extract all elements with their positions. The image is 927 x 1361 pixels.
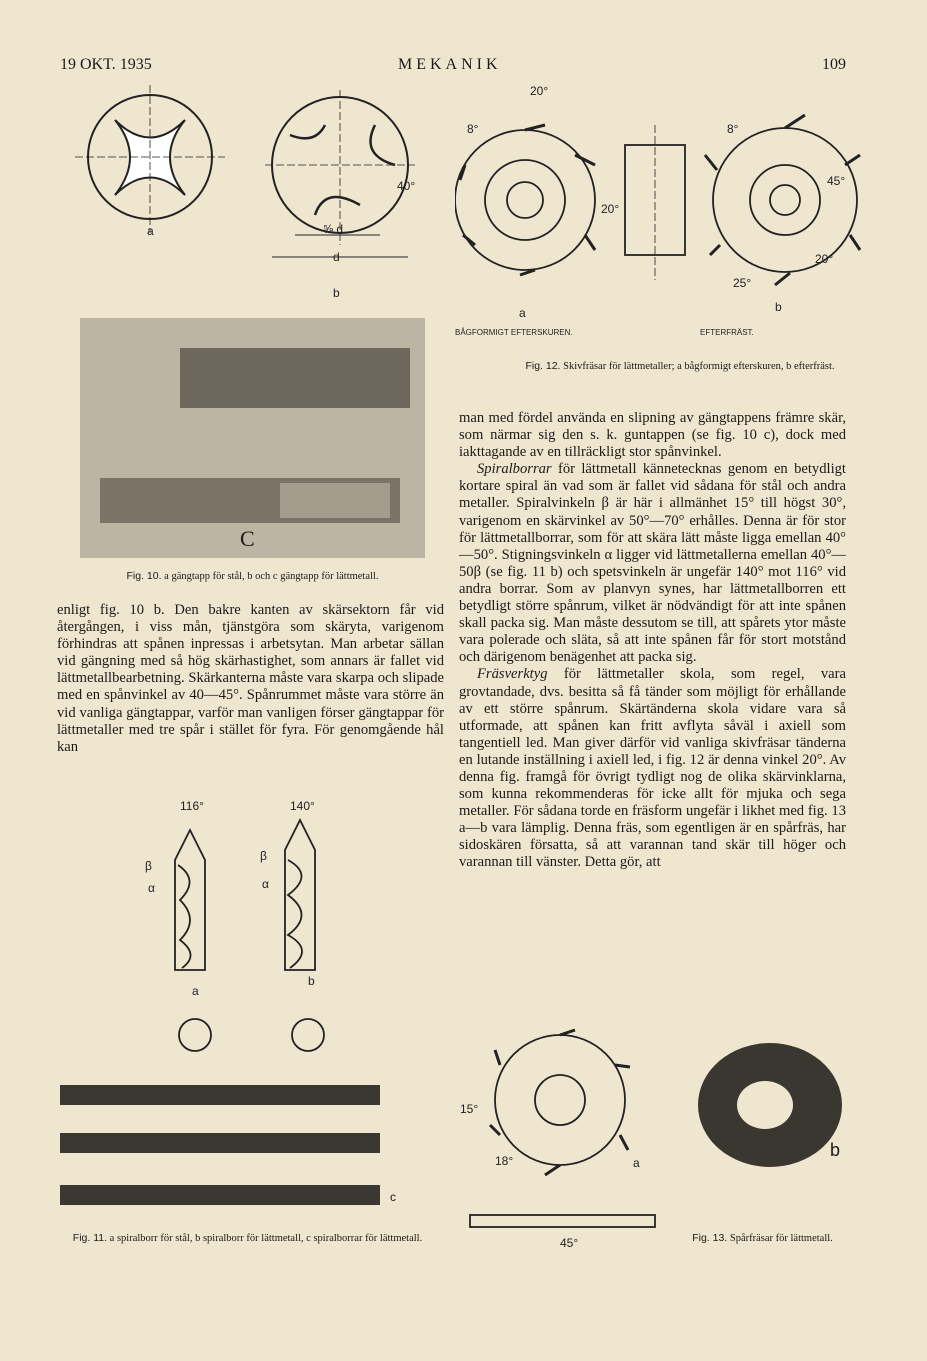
fig11-beta-b: β [260,849,267,863]
header-date: 19 OKT. 1935 [60,56,152,73]
fig12-angle-20-top: 20° [530,85,549,98]
fig12-caption-number: Fig. 12. [525,360,561,372]
fig13-angle-15: 15° [460,1102,479,1116]
fig11-beta-a: β [145,859,152,873]
fig12-sub-b: EFTERFRÄST. [700,328,754,337]
fig11-label-b: b [308,974,315,988]
fig12-sub-a: BÅGFORMIGT EFTERSKUREN. [455,328,573,337]
right-paragraph-1: man med fördel använda en slipning av gängtappens främre skär, som närmar sig den s. k. guntappen (se fig. 10 c), dock med iakttagande av en tillräckligt stor spånvinkel. [459,410,846,461]
fig12-angle-45: 45° [827,174,846,188]
fig11-caption-number: Fig. 11. [72,1232,108,1244]
header-journal: MEKANIK [398,56,502,73]
fig12-side-mill-drawings [455,85,865,350]
fig10-caption-number: Fig. 10. [126,570,162,582]
fig11-alpha-b: α [262,877,269,891]
fig10-dim-frac: ⅝ d [323,222,344,236]
left-text-column [57,602,444,756]
fig10-label-b: b [333,286,340,300]
fig13-caption-number: Fig. 13. [692,1232,728,1244]
fig13-label-b: b [830,1140,841,1160]
fig12-angle-25: 25° [733,276,752,290]
fig10-caption-text: a gängtapp för stål, b och c gängtapp för lättmetall. [164,571,379,582]
fig13-slot-mill-photo [690,1030,850,1185]
fig13-angle-18: 18° [495,1154,514,1168]
fig12-angle-20-side: 20° [601,202,620,216]
fig11-caption [60,1232,435,1245]
fig10-angle-40: 40° [397,179,416,193]
fig10-tap-photo [80,318,425,558]
fig10-cross-sections [75,85,420,305]
fig13-slot-mill-drawing [460,1025,675,1290]
fig11-angle-116: 116° [180,799,204,813]
fig11-label-a: a [192,984,199,998]
fig13-caption [685,1232,840,1245]
fig11-caption-text: a spiralborr för stål, b spiralborr för lättmetall, c spiralborrar för lättmetall. [109,1233,423,1244]
fig10-caption [80,570,425,583]
fig12-angle-20-b: 20° [815,252,834,266]
right-paragraph-3-lead: Fräsverktyg [477,666,548,683]
right-paragraph-2-text: för lättmetall kännetecknas genom en betydligt kortare spiral än vad som är fallet vid sådana för stål och andra metaller. Spiralvinkeln β är här i allmänhet 15° till högst 30°, varigenom en skärvinkel av 50°—70° erhålles. Denna är för stor för lättmetallborrar, som för att skära lätt måste ligga emellan 40°—50°. Stigningsvinkeln α ligger vid lättmetallerna emellan 40°—50β (se fig. 11 b) och spetsvinkeln är ungefär 140° mot 116° vid andra borrar. Som av planvyn synes, har lättmetallborren ett betydligt större spånrum, vilket är nödvändigt för att inte spånen skall packa sig. Man måste dessutom se till, att spårets ytor måste vara polerade och släta, så att inte spånen får för stort motstånd och därigenom benägenhet att packa sig. [459,461,846,666]
fig12-caption-text: Skivfräsar för lättmetaller; a bågformigt efterskuren, b efterfräst. [563,361,835,372]
fig13-label-a: a [633,1156,640,1170]
right-paragraph-2-lead: Spiralborrar [477,461,552,478]
fig11-label-c: c [390,1190,396,1204]
fig12-angle-8: 8° [467,122,479,136]
fig10-label-a: a [147,224,154,238]
fig12-label-b: b [775,300,782,314]
fig12-caption [490,360,870,373]
right-paragraph-2 [459,461,846,666]
fig13-caption-text: Spårfräsar för lättmetall. [729,1233,833,1244]
fig11-drill-drawings [130,790,370,1060]
header-page-number: 109 [822,56,846,73]
left-paragraph: enligt fig. 10 b. Den bakre kanten av skärsektorn får vid återgången, i viss mån, tjänstgöra som skäryta, varigenom förhindras att spånen inpressas i arbetsytan. Man arbetar sällan vid gängning med så hög skärhastighet, som annars är fallet vid lättmetallbearbetning. Skärkanterna måste vara skarpa och slipade med en spånvinkel av 40—45°. Spånrummet måste vara större än vid vanliga gängtappar, varför man vanligen förser gängtappar för lättmetaller med tre spår i stället för fyra. För genomgående hål kan [57,602,444,755]
right-text-column [459,410,846,872]
fig10-dim-d: d [333,250,340,264]
fig13-angle-45: 45° [560,1236,579,1250]
fig10-photo-label-c: C [240,526,255,551]
right-paragraph-3 [459,666,846,871]
right-paragraph-3-text: för lättmetaller skola, som regel, vara grovtandade, dvs. besitta så få tänder som möjligt för erhållande av ett större spånrum. Skärtänderna skola vidare vara så utformade, att spånen kan fritt avflyta såväl i axiell som tangentiell led. Man giver därför vid vanliga skivfräsar tänderna en lutande inställning i axiell led, i fig. 12 är denna vinkel 20°. Av denna fig. framgå för övrigt tydligt nog de olika skärvinklarna, som kunna rekommenderas för icke allt för mjuka och sega metaller. För sådana torde en fräsform ungefär i likhet med fig. 13 a—b vara lämplig. Denna fräs, som egentligen är en spårfräs, har sidoskären försatta, så att varannan tand skär till höger och varannan till vänster. Detta gör, att [459,666,846,871]
fig11-drill-photo [60,1075,396,1220]
fig12-label-a: a [519,306,526,320]
fig12-angle-8-b: 8° [727,122,739,136]
fig11-alpha-a: α [148,881,155,895]
fig11-angle-140: 140° [290,799,315,813]
